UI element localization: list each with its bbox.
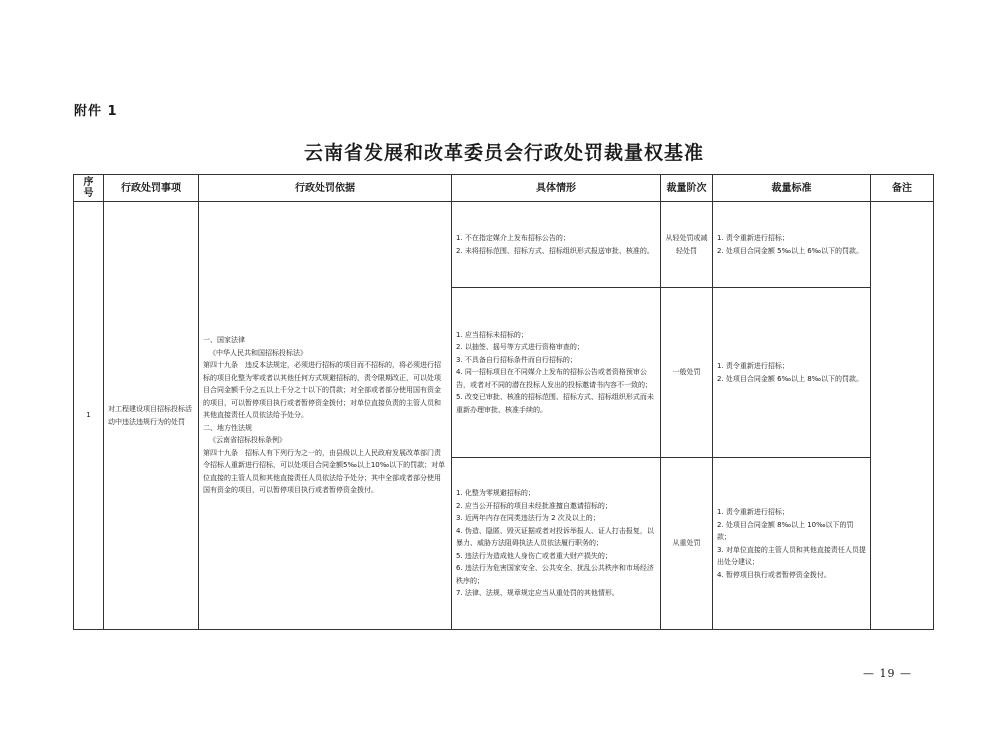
- header-level: 裁量阶次: [661, 175, 713, 202]
- row-item: 对工程建设项目招标投标活动中违法违规行为的处罚: [104, 202, 199, 630]
- level-heavy: 从重处罚: [661, 458, 713, 630]
- circumstance-heavy-5: 5. 违法行为造成他人身伤亡或者重大财产损失的；: [456, 551, 612, 560]
- basis-local-regulation-heading: 二、地方性法规: [203, 423, 252, 432]
- standard-light: [713, 202, 871, 288]
- circumstance-general-2: 2. 以抽签、摇号等方式进行资格审查的；: [456, 343, 584, 352]
- basis-national-law-heading: 一、国家法律: [203, 336, 245, 345]
- circumstance-general-1: 1. 应当招标未招标的；: [456, 330, 528, 339]
- standard-general-1: 1. 责令重新进行招标；: [717, 362, 789, 370]
- standard-heavy-1: 1. 责令重新进行招标；: [717, 508, 789, 516]
- circumstance-heavy-7: 7. 法律、法规、规章规定应当从重处罚的其他情形。: [456, 589, 619, 598]
- header-basis: 行政处罚依据: [199, 175, 452, 202]
- standard-light-1: 1. 责令重新进行招标；: [717, 234, 789, 242]
- standard-general-2: 2. 处项目合同金额 6‰以上 8‰以下的罚款。: [717, 374, 864, 383]
- standard-heavy-4: 4. 暂停项目执行或者暂停资金拨付。: [717, 570, 831, 579]
- circumstance-heavy-3: 3. 近两年内存在同类违法行为 2 次及以上的；: [456, 514, 600, 523]
- basis-local-regulation-name: 《云南省招标投标条例》: [209, 436, 286, 445]
- circumstance-heavy-4: 4. 伪造、隐匿、毁灭证据或者对投诉举报人、证人打击报复，以暴力、威胁方法阻碍执法人员依法履行职务的；: [456, 526, 654, 548]
- circumstance-heavy-2: 2. 应当公开招标的项目未经批准擅自邀请招标的；: [456, 501, 612, 510]
- table-header-row: [74, 175, 934, 202]
- standard-heavy-3: 3. 对单位直接的主管人员和其他直接责任人员提出处分建议；: [717, 545, 866, 566]
- circumstance-general-4: 4. 同一招标项目在不同媒介上发布的招标公告或者资格预审公告，或者对不同的潜在投标人发出的投标邀请书内容不一致的；: [456, 368, 652, 389]
- circumstance-general-3: 3. 不具备自行招标条件而自行招标的；: [456, 355, 577, 364]
- circumstance-heavy: [452, 458, 661, 630]
- circumstance-general-5: 5. 改变已审批、核准的招标范围、招标方式、招标组织形式而未重新办理审批、核准手续的。: [456, 393, 654, 414]
- basis-national-article: 第四十九条 违反本法规定，必须进行招标的项目而不招标的，将必须进行招标的项目化整为零或者以其他任何方式规避招标的，责令限期改正，可以处项目合同金额千分之五以上千分之十以下的罚款；对全部或者部分使用国有资金的项目，可以暂停项目执行或者暂停资金拨付；对单位直接负责的主管人员和其他直接责任人员依法给予处分。: [203, 361, 441, 420]
- circumstance-heavy-1: 1. 化整为零规避招标的；: [456, 489, 535, 498]
- circumstance-light-1: 1. 不在指定媒介上发布招标公告的；: [456, 234, 570, 242]
- row-seq: 1: [74, 202, 104, 630]
- basis-national-law-name: 《中华人民共和国招标投标法》: [209, 348, 307, 357]
- penalty-discretion-table: [73, 174, 934, 630]
- header-seq: [74, 175, 104, 202]
- level-general: 一般处罚: [661, 288, 713, 458]
- header-remark: 备注: [871, 175, 934, 202]
- header-standard: 裁量标准: [713, 175, 871, 202]
- header-seq-bottom: 号: [83, 188, 94, 199]
- attachment-label: 附件 1: [74, 104, 118, 119]
- basis-local-article: 第四十九条 招标人有下列行为之一的，由县级以上人民政府发展改革部门责令招标人重新进行招标，可以处项目合同金额5‰以上10‰以下的罚款；对单位直接的主管人员和其他直接责任人员依法给予处分；其中全部或者部分使用国有资金的项目，可以暂停项目执行或者暂停资金拨付。: [203, 448, 446, 495]
- circumstance-light: [452, 202, 661, 288]
- standard-light-2: 2. 处项目合同金额 5‰以上 6‰以下的罚款。: [717, 246, 864, 255]
- table-row: [74, 202, 934, 288]
- document-title: 云南省发展和改革委员会行政处罚裁量权基准: [303, 142, 704, 164]
- row-remark: [871, 202, 934, 630]
- standard-general: [713, 288, 871, 458]
- row-basis: [199, 202, 452, 630]
- page-number: — 19 —: [863, 667, 912, 680]
- header-item: 行政处罚事项: [104, 175, 199, 202]
- level-light: 从轻处罚或减轻处罚: [661, 202, 713, 288]
- circumstance-general: [452, 288, 661, 458]
- circumstance-heavy-6: 6. 违法行为危害国家安全、公共安全、扰乱公共秩序和市场经济秩序的；: [456, 564, 654, 585]
- circumstance-light-2: 2. 未将招标范围、招标方式、招标组织形式报送审批、核准的。: [456, 246, 654, 255]
- standard-heavy-2: 2. 处项目合同金额 8‰以上 10‰以下的罚款；: [717, 520, 854, 541]
- header-seq-top: 序: [83, 177, 94, 188]
- standard-heavy: [713, 458, 871, 630]
- header-circumstance: 具体情形: [452, 175, 661, 202]
